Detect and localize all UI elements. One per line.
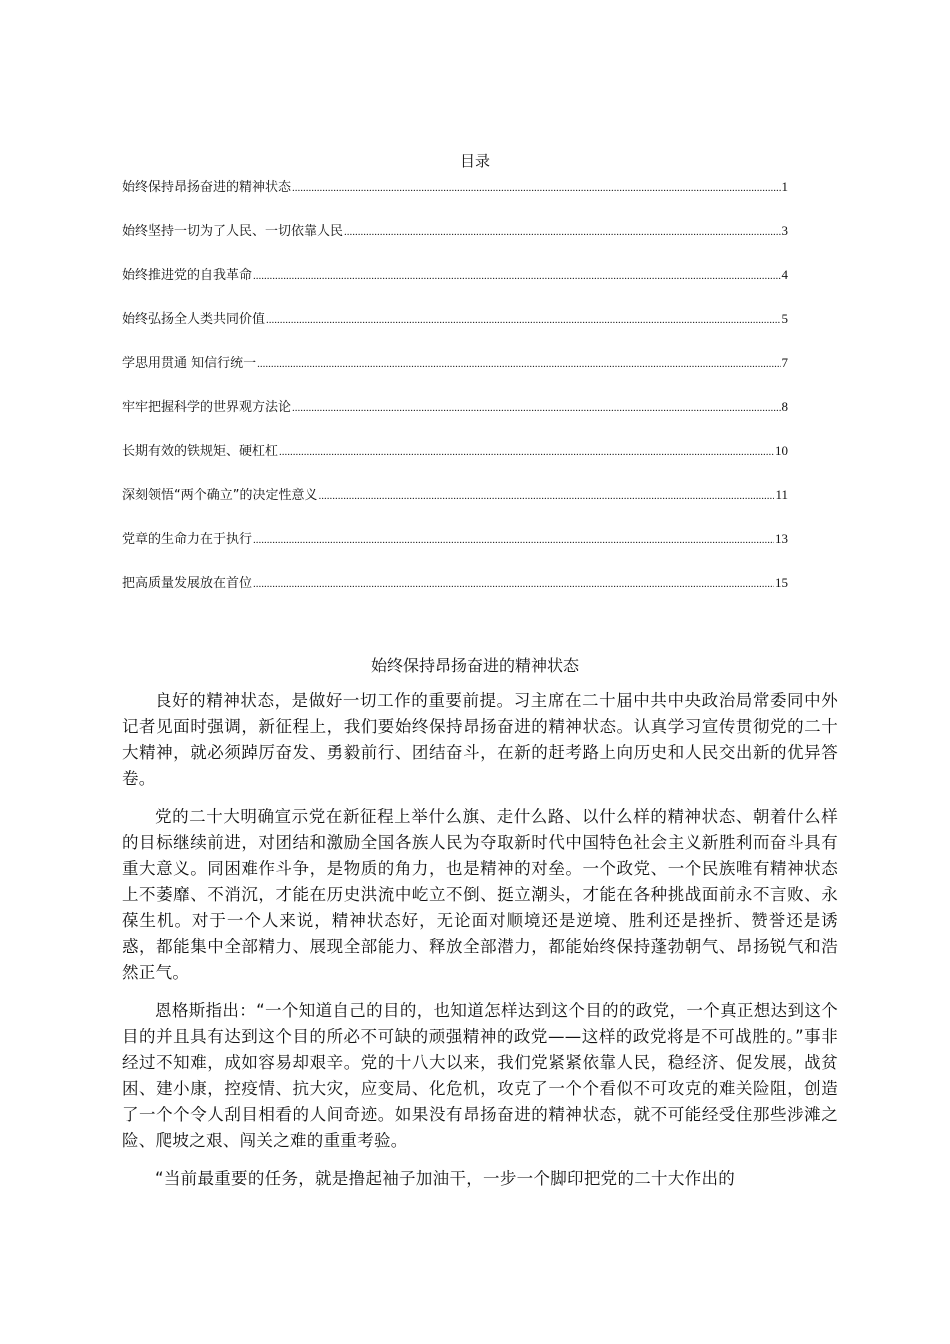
toc-entry-label: 学思用贯通 知信行统一	[122, 356, 257, 371]
toc-leader-dots	[318, 490, 774, 502]
toc-entry-page: 13	[775, 531, 788, 546]
toc-leader-dots	[344, 226, 780, 238]
toc-entry-page: 5	[781, 311, 788, 326]
toc-entry-page: 10	[775, 443, 788, 458]
toc-entry-page: 8	[781, 399, 788, 414]
toc-entry[interactable]	[122, 176, 788, 220]
toc-leader-dots	[253, 578, 774, 590]
toc-leader-dots	[253, 270, 780, 282]
toc-leader-dots	[279, 446, 774, 458]
paragraph: 恩格斯指出：“一个知道自己的目的，也知道怎样达到这个目的的政党，一个真正想达到这个目的并且具有达到这个目的所必不可缺的顽强精神的政党——这样的政党将是不可战胜的。”事非经过不知难，成如容易却艰辛。党的十八大以来，我们党紧紧依靠人民，稳经济、促发展，战贫困、建小康，控疫情、抗大灾，应变局、化危机，攻克了一个个看似不可攻克的难关险阻，创造了一个个令人刮目相看的人间奇迹。如果没有昂扬奋进的精神状态，就不可能经受住那些涉滩之险、爬坡之艰、闯关之难的重重考验。	[122, 1001, 838, 1150]
toc-entry-label: 把高质量发展放在首位	[122, 576, 253, 591]
toc-entry-page: 4	[781, 267, 788, 282]
toc-entry[interactable]	[122, 440, 788, 484]
toc-entry[interactable]	[122, 396, 788, 440]
toc-entry-label: 牢牢把握科学的世界观方法论	[122, 400, 292, 415]
toc-leader-dots	[257, 358, 780, 370]
toc-entry[interactable]	[122, 352, 788, 396]
toc-entry[interactable]	[122, 484, 788, 528]
toc-entry-label: 党章的生命力在于执行	[122, 532, 253, 547]
paragraph: “当前最重要的任务，就是撸起袖子加油干，一步一个脚印把党的二十大作出的	[155, 1169, 736, 1188]
toc-entry[interactable]	[122, 528, 788, 572]
toc-entry-page: 1	[781, 179, 788, 194]
toc-entry[interactable]	[122, 220, 788, 264]
paragraph: 良好的精神状态，是做好一切工作的重要前提。习主席在二十届中共中央政治局常委同中外记者见面时强调，新征程上，我们要始终保持昂扬奋进的精神状态。认真学习宣传贯彻党的二十大精神，就必须踔厉奋发、勇毅前行、团结奋斗，在新的赶考路上向历史和人民交出新的优异答卷。	[122, 691, 838, 788]
article-body	[122, 688, 838, 1204]
toc-entry-page: 15	[775, 575, 788, 590]
toc-leader-dots	[292, 402, 780, 414]
toc-leader-dots	[292, 182, 780, 194]
table-of-contents	[122, 176, 788, 616]
toc-entry-page: 11	[775, 487, 788, 502]
toc-entry-page: 3	[781, 223, 788, 238]
paragraph: 党的二十大明确宣示党在新征程上举什么旗、走什么路、以什么样的精神状态、朝着什么样的目标继续前进，对团结和激励全国各族人民为夺取新时代中国特色社会主义新胜利而奋斗具有重大意义。同困难作斗争，是物质的角力，也是精神的对垒。一个政党、一个民族唯有精神状态上不萎靡、不消沉，才能在历史洪流中屹立不倒、挺立潮头，才能在各种挑战面前永不言败、永葆生机。对于一个人来说，精神状态好，无论面对顺境还是逆境、胜利还是挫折、赞誉还是诱惑，都能集中全部精力、展现全部能力、释放全部潜力，都能始终保持蓬勃朝气、昂扬锐气和浩然正气。	[122, 807, 838, 982]
toc-entry-label: 始终弘扬全人类共同价值	[122, 312, 266, 327]
toc-entry[interactable]	[122, 308, 788, 352]
article-title: 始终保持昂扬奋进的精神状态	[370, 656, 579, 675]
toc-entry-label: 始终保持昂扬奋进的精神状态	[122, 180, 292, 195]
toc-entry[interactable]	[122, 572, 788, 616]
toc-entry[interactable]	[122, 264, 788, 308]
toc-leader-dots	[253, 534, 774, 546]
toc-entry-label: 始终坚持一切为了人民、一切依靠人民	[122, 224, 344, 239]
toc-title: 目录	[459, 152, 490, 170]
toc-entry-page: 7	[781, 355, 788, 370]
toc-leader-dots	[266, 314, 780, 326]
toc-entry-label: 长期有效的铁规矩、硬杠杠	[122, 444, 279, 459]
toc-entry-label: 始终推进党的自我革命	[122, 268, 253, 283]
toc-entry-label: 深刻领悟“两个确立”的决定性意义	[122, 488, 318, 503]
